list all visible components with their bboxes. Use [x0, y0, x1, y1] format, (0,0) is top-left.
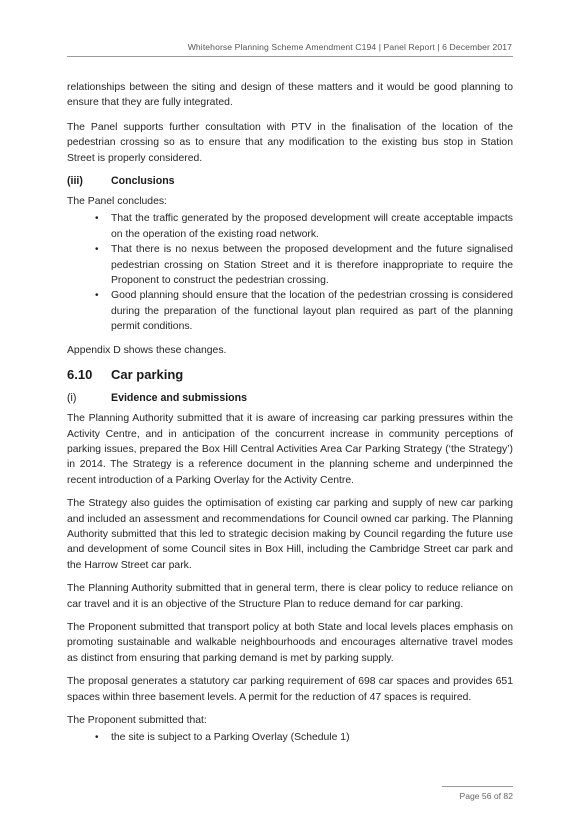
bullet-icon: • — [95, 213, 99, 225]
transport-policy-paragraph: The Proponent submitted that transport policy at both State and local levels places emphasis on promoting sustainable and walkable neighbourhoods and encourages alternative travel modes as distinct from ensuring that parking demand is met by parking supply. — [67, 621, 513, 664]
section-number: 6.10 — [67, 367, 93, 383]
bullet-icon: • — [95, 732, 99, 744]
list-item — [67, 288, 513, 334]
conclusions-title: Conclusions — [111, 175, 175, 188]
list-item-text: That the traffic generated by the proposed development will create acceptable impacts on the operation of the existing road network. — [111, 213, 513, 240]
footer-divider — [442, 786, 513, 787]
page-number: Page 56 of 82 — [459, 791, 513, 801]
section-title: Car parking — [111, 367, 184, 383]
conclusions-lead: The Panel concludes: — [67, 196, 167, 208]
conclusions-number: (iii) — [67, 175, 83, 188]
bullet-icon: • — [95, 290, 99, 302]
list-item-text: the site is subject to a Parking Overlay (Schedule 1) — [111, 732, 350, 744]
list-item-text: Good planning should ensure that the location of the pedestrian crossing is considered during the preparation of the functional layout plan required as part of the planning permit conditions. — [111, 290, 513, 333]
list-item-text: That there is no nexus between the proposed development and the future signalised pedestrian crossing on Station Street and it is therefore inappropriate to require the Proponent to construct the pedestrian crossing. — [111, 244, 513, 287]
section-heading — [67, 366, 513, 383]
header-divider — [67, 56, 513, 57]
evidence-heading — [67, 391, 513, 405]
appendix-note: Appendix D shows these changes. — [67, 344, 227, 356]
conclusions-list — [67, 211, 513, 334]
conclusions-heading — [67, 174, 513, 188]
list-item — [67, 242, 513, 288]
list-item — [67, 211, 513, 242]
evidence-title: Evidence and submissions — [111, 392, 247, 405]
list-item — [67, 730, 513, 745]
ptv-paragraph: The Panel supports further consultation with PTV in the finalisation of the location of the pedestrian crossing so as to ensure that any modification to the existing bus stop in Station Street is properly considered. — [67, 121, 513, 164]
running-header: Whitehorse Planning Scheme Amendment C194 | Panel Report | 6 December 2017 — [187, 42, 512, 52]
evidence-number: (i) — [67, 392, 77, 405]
parking-requirement-paragraph: The proposal generates a statutory car parking requirement of 698 car spaces and provides 651 spaces within three basement levels. A permit for the reduction of 47 spaces is required. — [67, 676, 513, 703]
strategy-paragraph: The Planning Authority submitted that it is aware of increasing car parking pressures within the Activity Centre, and in anticipation of the concurrent increase in community perceptions of parking issues, prepared the Box Hill Central Activities Area Car Parking Strategy (‘the Strategy’) in 2014. The Strategy is a reference document in the planning scheme and underpinned the recent introduction of a Parking Overlay for the Activity Centre. — [67, 413, 513, 486]
proponent-list — [67, 730, 513, 745]
policy-paragraph: The Planning Authority submitted that in general term, there is clear policy to reduce reliance on car travel and it is an objective of the Structure Plan to reduce demand for car parking. — [67, 583, 513, 610]
page-body — [67, 80, 513, 754]
intro-paragraph: relationships between the siting and design of these matters and it would be good planning to ensure that they are fully integrated. — [67, 82, 513, 109]
proponent-lead: The Proponent submitted that: — [67, 715, 207, 726]
optimisation-paragraph: The Strategy also guides the optimisation of existing car parking and supply of new car parking and included an assessment and recommendations for Council owned car parking. The Planning Authority submitted that this led to strategic decision making by Council regarding the future use and development of some Council sites in Box Hill, including the Cambridge Street car park and the Harrow Street car park. — [67, 498, 513, 571]
bullet-icon: • — [95, 244, 99, 256]
